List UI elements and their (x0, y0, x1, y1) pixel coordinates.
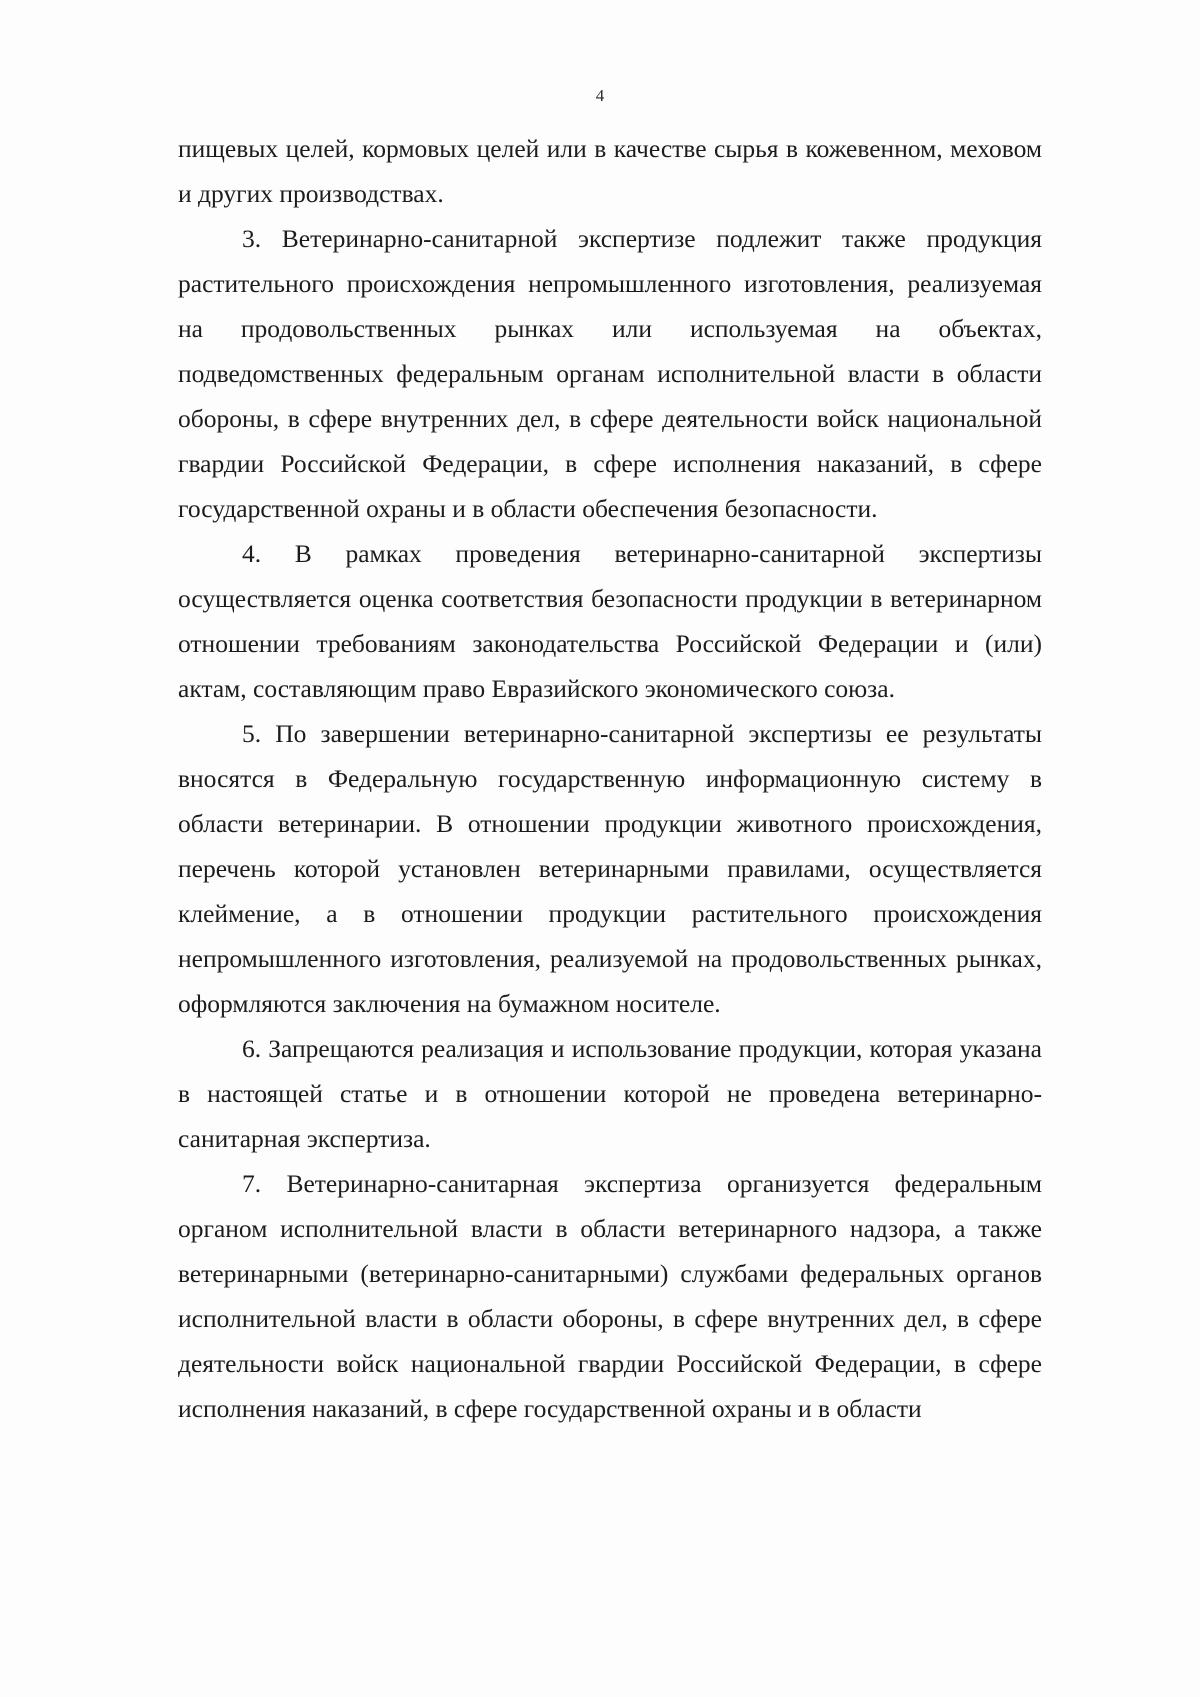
page-number: 4 (595, 86, 605, 105)
paragraph-item-6: 6. Запрещаются реализация и использование продукции, которая указана в настоящей статье и в отношении которой не проведена ветеринарно-санитарная экспертиза. (178, 1034, 1042, 1153)
paragraph-item-4: 4. В рамках проведения ветеринарно-санитарной экспертизы осуществляется оценка соответствия безопасности продукции в ветеринарном отношении требованиям законодательства Российской Федерации и (или) актам, составляющим право Евразийского экономического союза. (178, 539, 1042, 703)
paragraph-item-7: 7. Ветеринарно-санитарная экспертиза организуется федеральным органом исполнительной власти в области ветеринарного надзора, а также ветеринарными (ветеринарно-санитарными) службами федеральных органов исполнительной власти в области обороны, в сфере внутренних дел, в сфере деятельности войск национальной гвардии Российской Федерации, в сфере исполнения наказаний, в сфере государственной охраны и в области (178, 1169, 1042, 1423)
paragraph-item-5: 5. По завершении ветеринарно-санитарной экспертизы ее результаты вносятся в Федеральную государственную информационную систему в области ветеринарии. В отношении продукции животного происхождения, перечень которой установлен ветеринарными правилами, осуществляется клеймение, а в отношении продукции растительного происхождения непромышленного изготовления, реализуемой на продовольственных рынках, оформляются заключения на бумажном носителе. (178, 719, 1042, 1018)
document-body (178, 126, 1042, 1431)
paragraph-item-3: 3. Ветеринарно-санитарной экспертизе подлежит также продукция растительного происхождения непромышленного изготовления, реализуемая на продовольственных рынках или используемая на объектах, подведомственных федеральным органам исполнительной власти в области обороны, в сфере внутренних дел, в сфере деятельности войск национальной гвардии Российской Федерации, в сфере исполнения наказаний, в сфере государственной охраны и в области обеспечения безопасности. (178, 224, 1042, 523)
paragraph-continuation: пищевых целей, кормовых целей или в качестве сырья в кожевенном, меховом и других производствах. (178, 134, 1042, 208)
